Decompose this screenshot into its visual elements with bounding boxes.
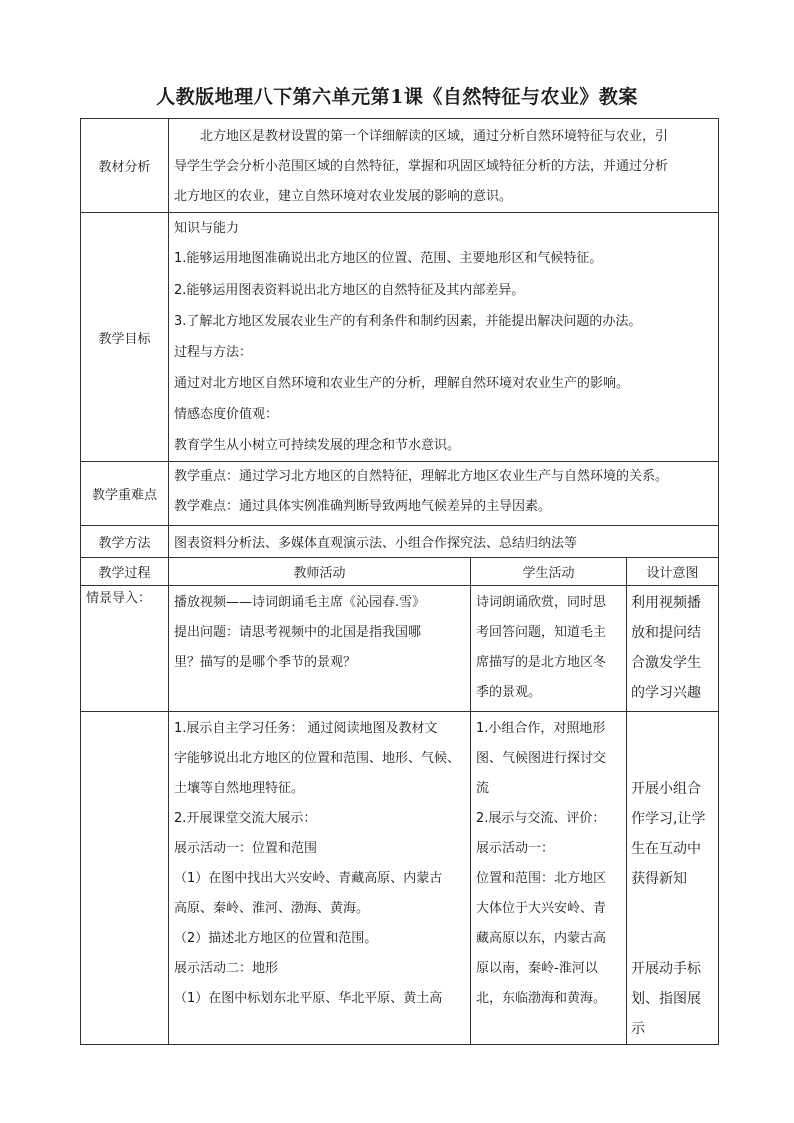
main-teacher-line: （1）在图中标划东北平原、华北平原、黄土高	[174, 991, 443, 1006]
intro-teacher-line: 里？描写的是哪个季节的景观？	[174, 655, 357, 670]
intro-design	[627, 586, 719, 712]
main-design-line	[631, 924, 714, 954]
key-point-line: 教学难点：通过具体实例准确判断导致两地气候差异的主导因素。	[174, 499, 552, 514]
main-teacher-line: 字能够说出北方地区的位置和范围、地形、气候、	[174, 751, 461, 766]
main-design-line	[631, 714, 714, 744]
main-teacher	[169, 712, 471, 1045]
key-points-content	[169, 462, 719, 526]
main-student-line: 大体位于大兴安岭、青	[476, 901, 607, 916]
main-design-line	[631, 894, 714, 924]
main-teacher-line: 2.开展课堂交流大展示：	[174, 811, 317, 826]
goals-line: 1.能够运用地图准确说出北方地区的位置、范围、主要地形区和气候特征。	[174, 251, 603, 266]
goals-line: 通过对北方地区自然环境和农业生产的分析，理解自然环境对农业生产的影响。	[174, 376, 630, 391]
goals-content	[169, 213, 719, 462]
intro-design-line: 合激发学生	[631, 655, 701, 671]
process-header-col1: 教学过程	[81, 558, 169, 586]
main-design-line: 作学习,让学	[631, 811, 706, 827]
main-student-line: 藏高原以东，内蒙古高	[476, 931, 607, 946]
process-header-row	[81, 558, 719, 586]
main-design-line: 划、指图展示	[631, 991, 701, 1037]
main-student-line: 原以南，秦岭-淮河以	[476, 961, 598, 976]
intro-student-line: 季的景观。	[476, 685, 542, 700]
intro-design-line: 利用视频播	[631, 595, 701, 611]
key-point-line: 教学重点：通过学习北方地区的自然特征，理解北方地区农业生产与自然环境的关系。	[174, 469, 669, 484]
main-student-line: 流	[476, 781, 490, 796]
main-design	[627, 712, 719, 1045]
main-student-line: 展示活动一：	[476, 841, 555, 856]
key-points-row	[81, 462, 719, 526]
main-student-line: 位置和范围：北方地区	[476, 871, 607, 886]
main-student	[471, 712, 627, 1045]
page-title: 人教版地理八下第六单元第1课《自然特征与农业》教案	[156, 86, 638, 108]
intro-teacher-line: 播放视频——诗词朗诵毛主席《沁园春.雪》	[174, 595, 426, 610]
main-design-line	[631, 744, 714, 774]
main-teacher-line: 展示活动一：位置和范围	[174, 841, 318, 856]
main-design-line: 开展动手标	[631, 961, 701, 977]
intro-student-line: 诗词朗诵欣赏，同时思	[476, 595, 607, 610]
main-student-line: 北，东临渤海和黄海。	[476, 991, 607, 1006]
analysis-line: 导学生学会分析小范围区域的自然特征，掌握和巩固区域特征分析的方法，并通过分析	[174, 159, 669, 174]
main-student-line: 1.小组合作，对照地形	[476, 721, 606, 736]
method-row	[81, 526, 719, 558]
lesson-plan-table	[80, 118, 719, 1045]
intro-teacher	[169, 586, 471, 712]
intro-label: 情景导入：	[81, 586, 169, 712]
process-header-col4: 设计意图	[627, 558, 719, 586]
intro-student-line: 席描写的是北方地区冬	[476, 655, 607, 670]
key-points-label: 教学重难点	[81, 462, 169, 526]
intro-student-line: 考回答问题，知道毛主	[476, 625, 607, 640]
intro-student	[471, 586, 627, 712]
main-design-line: 获得新知	[631, 871, 687, 887]
main-student-line: 2.展示与交流、评价：	[476, 811, 606, 826]
goals-line: 情感态度价值观：	[174, 407, 279, 422]
main-design-line: 开展小组合	[631, 781, 701, 797]
goals-line: 3.了解北方地区发展农业生产的有利条件和制约因素，并能提出解决问题的办法。	[174, 314, 642, 329]
main-student-line: 图、气候图进行探讨交	[476, 751, 607, 766]
main-teacher-line: 1.展示自主学习任务： 通过阅读地图及教材文	[174, 721, 438, 736]
method-text: 图表资料分析法、多媒体直观演示法、小组合作探究法、总结归纳法等	[169, 526, 719, 558]
intro-design-line: 的学习兴趣	[631, 685, 701, 701]
main-activity-row	[81, 712, 719, 1045]
main-activity-label	[81, 712, 169, 1045]
main-teacher-line: 土壤等自然地理特征。	[174, 781, 305, 796]
analysis-content	[169, 119, 719, 213]
goals-label: 教学目标	[81, 213, 169, 462]
method-label: 教学方法	[81, 526, 169, 558]
goals-row	[81, 213, 719, 462]
analysis-label: 教材分析	[81, 119, 169, 213]
main-design-line: 生在互动中	[631, 841, 701, 857]
goals-line: 2.能够运用图表资料说出北方地区的自然特征及其内部差异。	[174, 283, 525, 298]
main-teacher-line: （2）描述北方地区的位置和范围。	[174, 931, 378, 946]
analysis-row	[81, 119, 719, 213]
process-header-col2: 教师活动	[169, 558, 471, 586]
goals-line: 教育学生从小树立可持续发展的理念和节水意识。	[174, 438, 461, 453]
main-teacher-line: 展示活动二：地形	[174, 961, 279, 976]
main-teacher-line: （1）在图中找出大兴安岭、青藏高原、内蒙古	[174, 871, 443, 886]
main-teacher-line: 高原、秦岭、淮河、渤海、黄海。	[174, 901, 370, 916]
goals-line: 过程与方法：	[174, 345, 253, 360]
goals-line: 知识与能力	[174, 221, 240, 236]
process-header-col3: 学生活动	[471, 558, 627, 586]
analysis-line: 北方地区是教材设置的第一个详细解读的区域，通过分析自然环境特征与农业，引	[200, 129, 669, 144]
intro-teacher-line: 提出问题：请思考视频中的北国是指我国哪	[174, 625, 422, 640]
intro-row	[81, 586, 719, 712]
analysis-line: 北方地区的农业，建立自然环境对农业发展的影响的意识。	[174, 189, 513, 204]
intro-design-line: 放和提问结	[631, 625, 701, 641]
